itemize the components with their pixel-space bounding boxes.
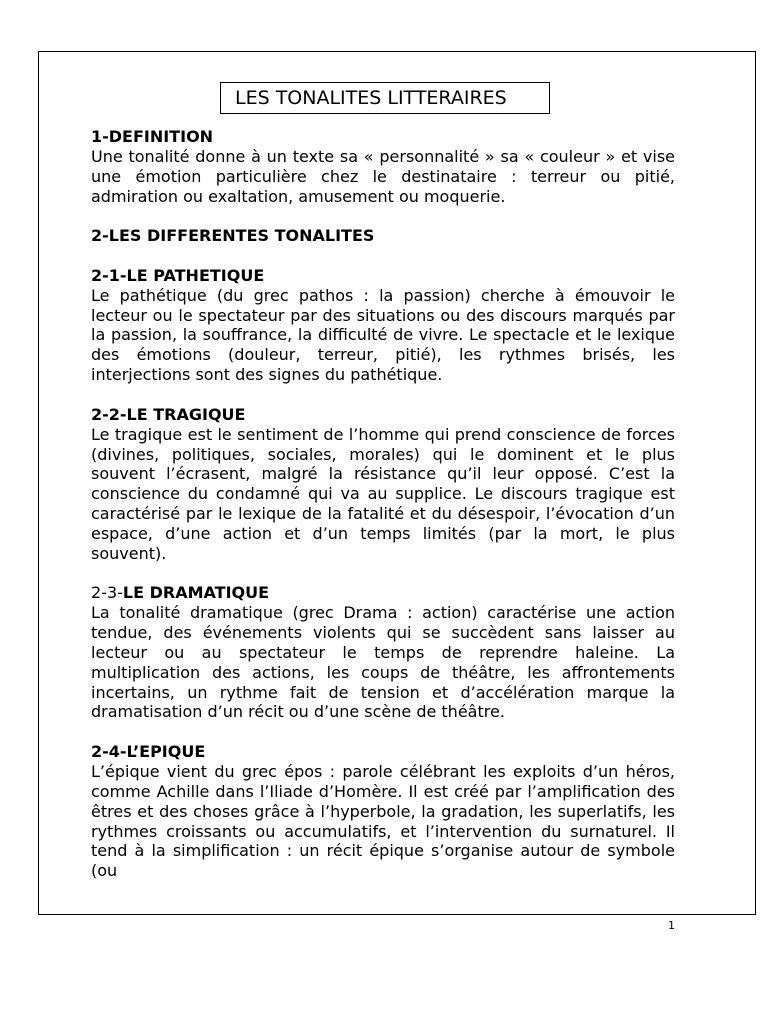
section-text-dramatique: La tonalité dramatique (grec Drama : action) caractérise une action tendue, des événements violents qui se succèdent sans laisser au lecteur ou au spectateur le temps de reprendre haleine. La multiplication des actions, les coups de théâtre, les affrontements incertains, un rythme fait de tension et d’accélération marque la dramatisation d’un récit ou d’une scène de théâtre. xyxy=(91,603,675,722)
section-heading-tragique: 2-2-LE TRAGIQUE xyxy=(91,404,246,424)
section-heading-dramatique xyxy=(91,583,675,603)
section-text-pathetique: Le pathétique (du grec pathos : la passion) cherche à émouvoir le lecteur ou le spectateur par des situations ou des discours marqués par la passion, la souffrance, la difficulté de vivre. Le spectacle et le lexique des émotions (douleur, terreur, pitié), les rythmes brisés, les interjections sont des signes du pathétique. xyxy=(91,285,675,385)
section-heading-pathetique: 2-1-LE PATHETIQUE xyxy=(91,265,265,285)
section-text-definition: Une tonalité donne à un texte sa « personnalité » sa « couleur » et vise une émotion particulière chez le destinataire : terreur ou pitié, admiration ou exaltation, amusement ou moquerie. xyxy=(91,146,675,206)
section-heading-tonalites: 2-LES DIFFERENTES TONALITES xyxy=(91,226,375,246)
section-text-epique: L’épique vient du grec épos : parole célébrant les exploits d’un héros, comme Achille dans l’Iliade d’Homère. Il est créé par l’amplification des êtres et des choses grâce à l’hyperbole, la gradation, les superlatifs, les rythmes croissants ou accumulatifs, et l’intervention du surnaturel. Il tend à la simplification : un récit épique s’organise autour de symbole (ou xyxy=(91,762,675,881)
page-number: 1 xyxy=(668,919,675,932)
section-heading-epique: 2-4-L’EPIQUE xyxy=(91,742,206,762)
section-heading-dramatique-label: LE DRAMATIQUE xyxy=(122,583,270,603)
section-text-tragique: Le tragique est le sentiment de l’homme qui prend conscience de forces (divines, politiques, sociales, morales) qui le dominent et le plus souvent l’écrasent, malgré la résistance qu’il leur opposé. C’est la conscience du condamné qui va au supplice. Le discours tragique est caractérisé par le lexique de la fatalité et du désespoir, l’évocation d’un espace, d’une action et d’un temps limités (par la mort, le plus souvent). xyxy=(91,424,675,563)
section-heading-definition: 1-DEFINITION xyxy=(91,127,214,146)
section-heading-dramatique-prefix: 2-3- xyxy=(91,583,123,603)
document-title: LES TONALITES LITTERAIRES xyxy=(220,82,550,114)
document-body xyxy=(91,127,675,881)
